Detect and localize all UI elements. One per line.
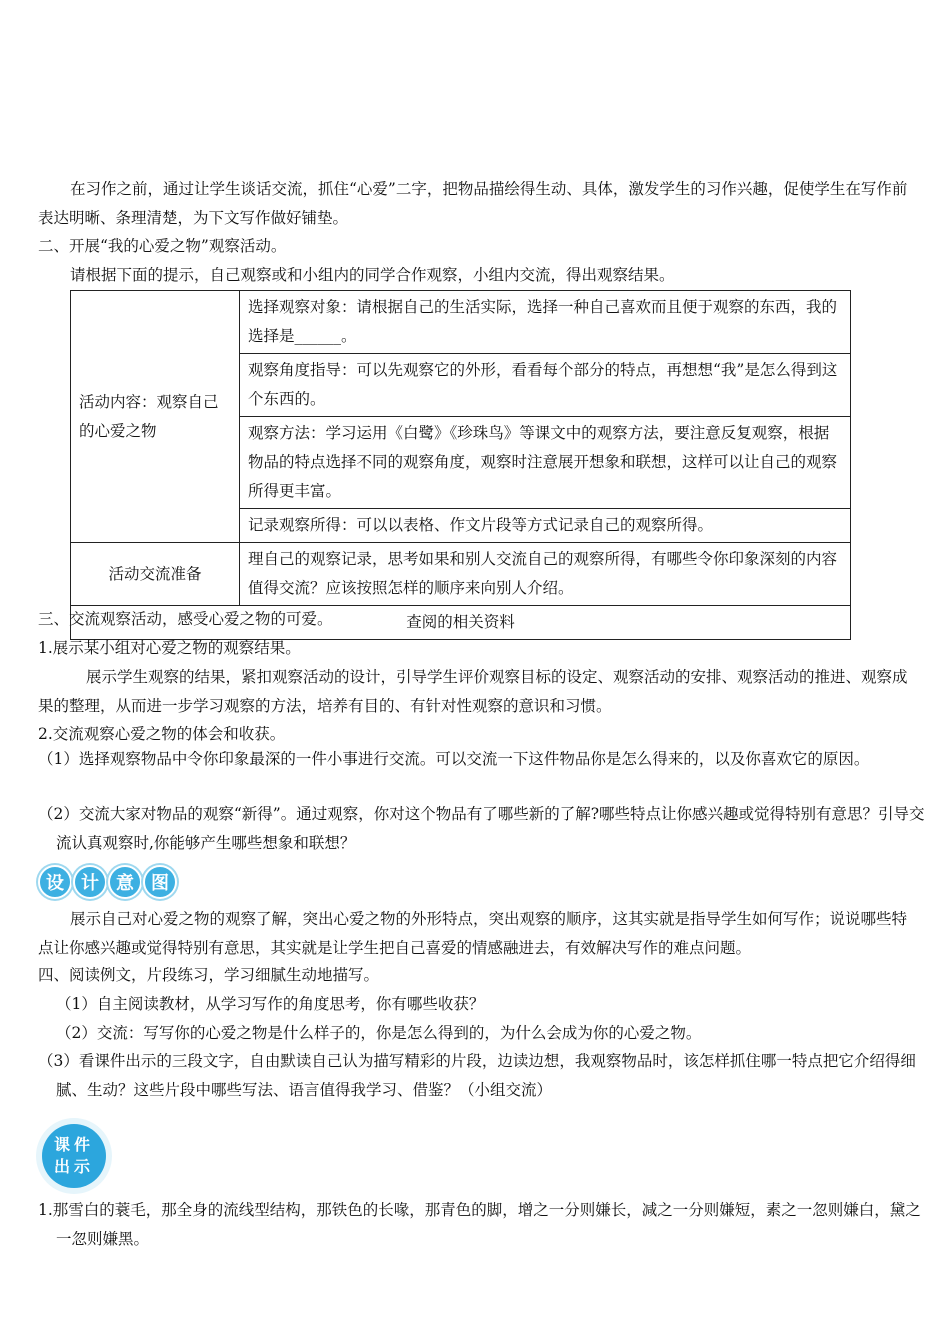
section3-item2: 2.交流观察心爱之物的体会和收获。 xyxy=(38,725,286,743)
design-intent-text: 展示自己对心爱之物的观察了解，突出心爱之物的外形特点，突出观察的顺序，这其实就是指导学生如何写作；说说哪些特点让你感兴趣或觉得特别有意思，其实就是让学生把自己喜爱的情感融进去，有效解决写作的难点问题。 xyxy=(38,910,908,957)
example-paragraph-1: 1.那雪白的蓑毛，那全身的流线型结构，那铁色的长喙，那青色的脚，增之一分则嫌长，减之一分则嫌短，素之一忽则嫌白，黛之一忽则嫌黑。 xyxy=(38,1201,921,1248)
badge-char: 设 xyxy=(38,865,72,899)
section3-heading: 三、交流观察活动，感受心爱之物的可爱。 xyxy=(38,610,333,628)
row-observe-object: 选择观察对象：请根据自己的生活实际，选择一种自己喜欢而且便于观察的东西，我的选择是______。 xyxy=(240,291,851,354)
observation-table xyxy=(70,290,851,640)
courseware-badge xyxy=(36,1118,112,1194)
section4-q3: （3）看课件出示的三段文字，自由默读自己认为描写精彩的片段，边读边想，我观察物品时，该怎样抓住哪一特点把它介绍得细腻、生动？这些片段中哪些写法、语言值得我学习、借鉴？（小组交流） xyxy=(38,1052,916,1099)
prep-label: 活动交流准备 xyxy=(71,543,240,606)
design-intent-badge xyxy=(36,862,176,898)
badge-char: 意 xyxy=(108,865,142,899)
table-footer: 查阅的相关资料 xyxy=(71,606,851,640)
intro-paragraph: 在习作之前，通过让学生谈话交流，抓住“心爱”二字，把物品描绘得生动、具体，激发学生的习作兴趣，促使学生在写作前表达明晰、条理清楚，为下文写作做好铺垫。 xyxy=(38,180,908,227)
activity-label: 活动内容：观察自己的心爱之物 xyxy=(71,291,240,543)
row-observe-record: 记录观察所得：可以以表格、作文片段等方式记录自己的观察所得。 xyxy=(240,509,851,543)
badge-char: 计 xyxy=(73,865,107,899)
row-observe-method: 观察方法：学习运用《白鹭》《珍珠鸟》等课文中的观察方法，要注意反复观察，根据物品的特点选择不同的观察角度，观察时注意展开想象和联想，这样可以让自己的观察所得更丰富。 xyxy=(240,417,851,509)
row-observe-angle: 观察角度指导：可以先观察它的外形，看看每个部分的特点，再想想“我”是怎么得到这个东西的。 xyxy=(240,354,851,417)
section4-q2: （2）交流：写写你的心爱之物是什么样子的，你是怎么得到的，为什么会成为你的心爱之物。 xyxy=(56,1024,702,1042)
courseware-badge-line1: 课件 xyxy=(53,1135,94,1154)
section2-instruction: 请根据下面的提示，自己观察或和小组内的同学合作观察，小组内交流，得出观察结果。 xyxy=(70,266,675,284)
section4-heading: 四、阅读例文，片段练习，学习细腻生动地描写。 xyxy=(38,966,380,984)
section3-sub2: （2）交流大家对物品的观察“新得”。通过观察，你对这个物品有了哪些新的了解?哪些特点让你感兴趣或觉得特别有意思？引导交流认真观察时,你能够产生哪些想象和联想？ xyxy=(38,805,925,852)
section3-sub1: （1）选择观察物品中令你印象最深的一件小事进行交流。可以交流一下这件物品你是怎么得来的，以及你喜欢它的原因。 xyxy=(38,750,870,768)
section2-heading: 二、开展“我的心爱之物”观察活动。 xyxy=(38,237,287,255)
prep-text: 理自己的观察记录，思考如果和别人交流自己的观察所得，有哪些令你印象深刻的内容值得交流？应该按照怎样的顺序来向别人介绍。 xyxy=(240,543,851,606)
courseware-badge-line2: 出示 xyxy=(53,1157,94,1176)
section4-q1: （1）自主阅读教材，从学习写作的角度思考，你有哪些收获？ xyxy=(56,995,485,1013)
section3-item1-text: 展示学生观察的结果，紧扣观察活动的设计，引导学生评价观察目标的设定、观察活动的安排、观察活动的推进、观察成果的整理，从而进一步学习观察的方法，培养有目的、有针对性观察的意识和习惯。 xyxy=(38,668,908,715)
section3-item1: 1.展示某小组对心爱之物的观察结果。 xyxy=(38,639,301,657)
badge-char: 图 xyxy=(143,865,177,899)
